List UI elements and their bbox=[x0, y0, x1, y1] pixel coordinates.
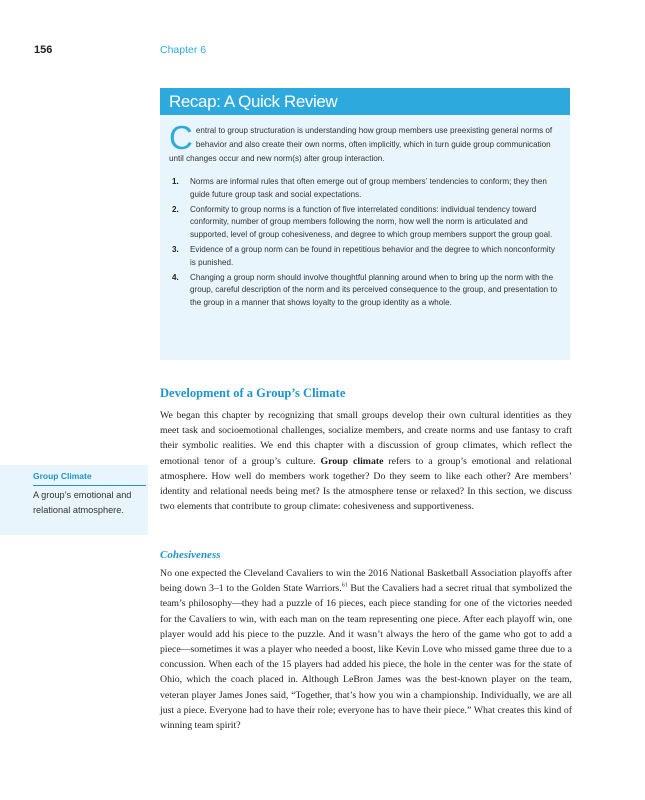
recap-item bbox=[172, 244, 558, 270]
page-number: 156 bbox=[34, 44, 53, 56]
recap-list bbox=[172, 176, 558, 310]
margin-definition-text: A group’s emotional and relational atmosphere. bbox=[33, 490, 132, 515]
recap-item-number: 1. bbox=[172, 177, 179, 186]
subsection-paragraph bbox=[160, 566, 572, 733]
margin-term: Group Climate bbox=[33, 471, 92, 481]
key-term: Group climate bbox=[320, 455, 384, 467]
recap-item-text: Changing a group norm should involve thoughtful planning around when to bring up the norm with the group, careful description of the norm and its perceived consequence to the group, and presentation to the group in a manner that shows loyalty to the group identity as a whole. bbox=[190, 272, 558, 308]
recap-box bbox=[160, 88, 570, 360]
recap-item-text: Norms are informal rules that often emerge out of group members’ tendencies to conform; they then guide future group task and social expectations. bbox=[190, 177, 547, 199]
margin-divider bbox=[33, 485, 146, 486]
recap-item-text: Evidence of a group norm can be found in repetitious behavior and the degree to which nonconformity is punished. bbox=[190, 244, 555, 267]
paragraph-text: No one expected the Cleveland Cavaliers to win the 2016 National Basketball Association playoffs after being down 3–1 to the Golden State Warriors. bbox=[160, 568, 572, 595]
recap-item-number: 3. bbox=[172, 244, 179, 254]
footnote-marker[interactable]: 61 bbox=[341, 582, 348, 589]
drop-cap: C bbox=[169, 119, 193, 156]
recap-title: Recap: A Quick Review bbox=[160, 88, 570, 115]
recap-intro-text: entral to group structuration is understanding how group members use preexisting general norms of behavior and also create their own norms, often implicitly, which in turn guide group communication until changes occur and new norm(s) alter group interaction. bbox=[169, 126, 553, 163]
recap-item bbox=[172, 176, 558, 202]
recap-intro bbox=[169, 119, 558, 166]
paragraph-text: But the Cavaliers had a secret ritual that symbolized the team’s philosophy—they had a puzzle of 16 pieces, each piece standing for one of the victories needed for the Cavaliers to win, with each man on the team representing one piece. After each playoff win, one player would add his piece to the puzzle. And it wasn’t always the hero of the game who got to add a piece—sometimes it was a player who needed a boost, like Kevin Love who missed game three due to a concussion. When each of the 15 players had added his piece, the hole in the center was for the state of Ohio, which the coach placed in. Although LeBron James was the best-known player on the team, veteran player James Jones said, “Together, that’s how you win a championship. Individually, we are all just a piece. Everyone had to have their role; everyone has to have their piece.” What creates this kind of winning team spirit? bbox=[160, 583, 573, 732]
section-paragraph bbox=[160, 408, 572, 514]
chapter-label: Chapter 6 bbox=[160, 44, 207, 56]
recap-item bbox=[172, 204, 558, 242]
recap-item bbox=[172, 272, 558, 310]
paragraph-text: refers to a group’s emotional and relational atmosphere. How well do members work together? Do they seem to like each other? Are members’ identity and relational needs being met? Is the atmosphere tense or relaxed? In this section, we discuss two elements that contribute to group climate: cohesiveness and supportiveness. bbox=[160, 455, 573, 513]
subsection-heading: Cohesiveness bbox=[160, 549, 221, 561]
recap-item-number: 4. bbox=[172, 272, 179, 282]
recap-item-text: Conformity to group norms is a function of five interrelated conditions: individual tendency toward conformity, number of group members following the norm, how well the norm is articulated and supported, level of group cohesiveness, and degree to which group members support the group goal. bbox=[190, 204, 553, 240]
recap-item-number: 2. bbox=[172, 204, 179, 214]
section-heading: Development of a Group’s Climate bbox=[160, 386, 346, 400]
paragraph-text: We began this chapter by recognizing that small groups develop their own cultural identities as they meet task and socioemotional challenges, socialize members, and create norms and use fantasy to craft their symbolic realities. We end this chapter with a discussion of group climates, which reflect the emotional tenor of a group’s culture. bbox=[160, 410, 572, 467]
margin-definition bbox=[0, 465, 148, 535]
